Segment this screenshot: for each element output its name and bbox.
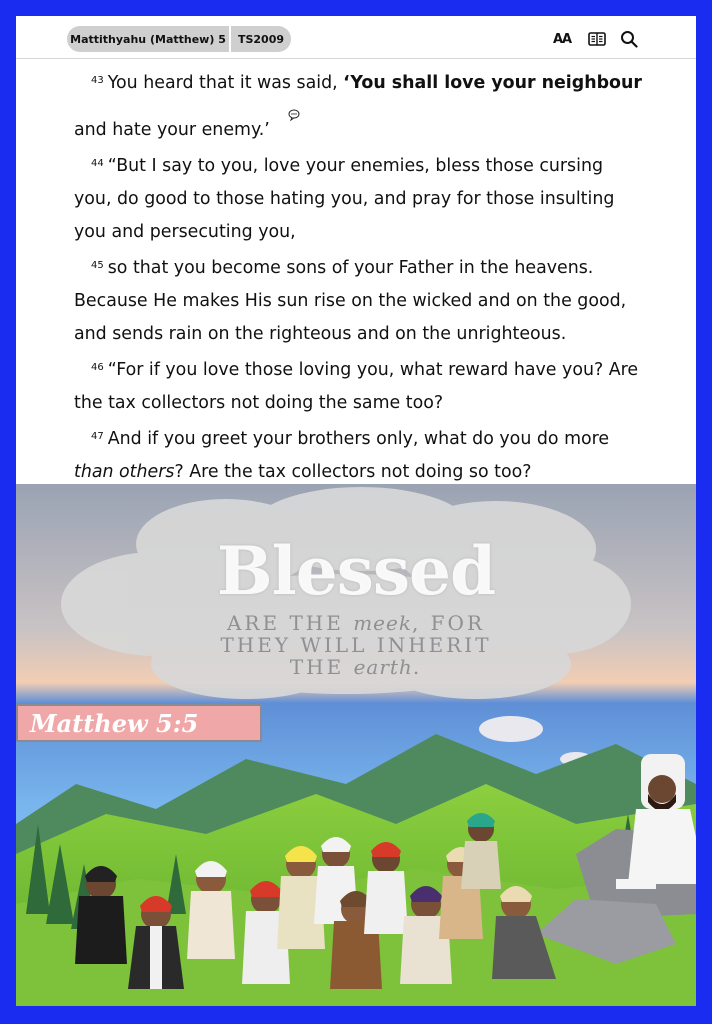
verse-text: “But I say to you, love your enemies, bless those cursing you, do good to those hating you, and pray for those insulting you and persecuting you, <box>74 156 615 242</box>
verse-45 <box>74 249 644 351</box>
verse-44 <box>74 147 644 249</box>
reader-window <box>16 16 696 1006</box>
verse-number: 43 <box>91 75 104 86</box>
verse-number: 45 <box>91 260 104 271</box>
scripture-reference-text: Matthew 5:5 <box>30 708 199 738</box>
footnote-icon[interactable] <box>271 100 283 112</box>
subtitle-text: THE <box>289 655 354 679</box>
subtitle-text: THEY WILL INHERIT <box>220 633 492 657</box>
verse-number: 47 <box>91 431 104 442</box>
version-selector[interactable]: TS2009 <box>231 26 291 52</box>
sermon-illustration <box>16 484 696 1006</box>
illustration-subtitle <box>16 612 696 678</box>
verse-text: and hate your enemy.’ <box>74 120 270 140</box>
book-chapter-selector[interactable]: Mattithyahu (Matthew) 5 <box>67 26 229 52</box>
subtitle-text: , FOR <box>411 611 485 635</box>
verse-46 <box>74 351 644 420</box>
verse-text: so that you become sons of your Father in the heavens. Because He makes His sun rise on the wicked and on the good, and sends rain on the righteous and on the unrighteous. <box>74 258 627 344</box>
verse-number: 44 <box>91 158 104 169</box>
top-toolbar <box>16 16 696 59</box>
text-size-icon[interactable] <box>551 28 573 50</box>
search-icon[interactable] <box>618 28 640 50</box>
subtitle-text: . <box>412 655 423 679</box>
verse-text: And if you greet your brothers only, what do you do more <box>107 429 610 449</box>
verse-italic-text: than others <box>74 462 175 482</box>
subtitle-italic: meek <box>353 611 412 635</box>
verse-text: ? Are the tax collectors not doing so too? <box>174 462 532 482</box>
verse-quote-bold: ‘You shall love your neighbour <box>343 73 642 93</box>
verse-text: “For if you love those loving you, what reward have you? Are the tax collectors not doing the same too? <box>74 360 639 413</box>
verse-text: You heard that it was said, <box>107 73 344 93</box>
book-icon[interactable] <box>586 28 608 50</box>
subtitle-text: ARE THE <box>226 611 354 635</box>
verse-47 <box>74 420 644 489</box>
text-size-label: AA <box>552 31 572 47</box>
illustration-headline: Blessed <box>216 532 496 610</box>
subtitle-italic: earth <box>353 655 413 679</box>
scripture-reference-label <box>16 704 262 742</box>
verse-43 <box>74 64 644 147</box>
verse-number: 46 <box>91 362 104 373</box>
